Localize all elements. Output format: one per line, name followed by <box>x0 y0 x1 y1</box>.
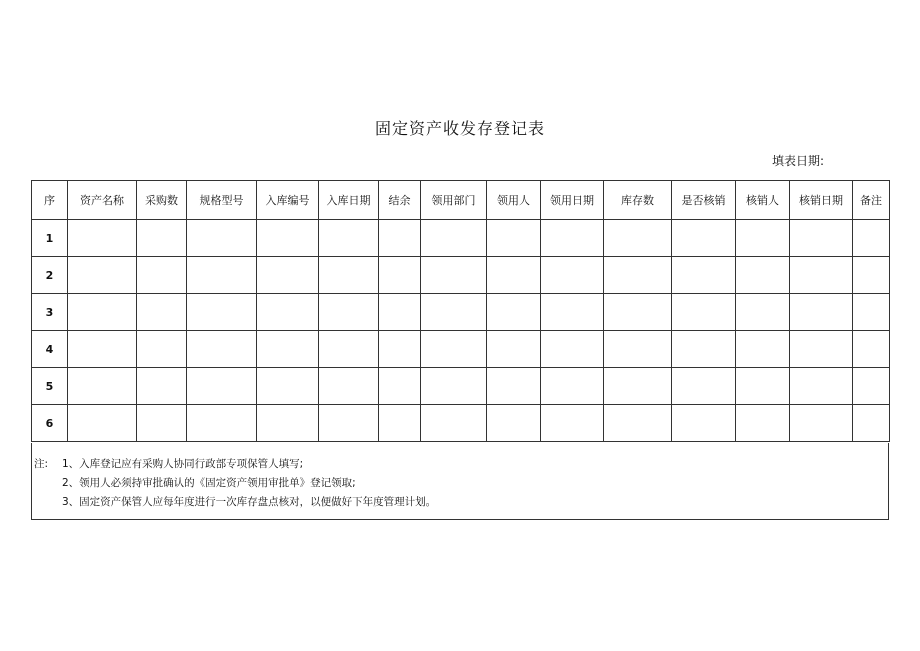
table-cell[interactable] <box>187 257 257 294</box>
table-row <box>32 331 890 368</box>
notes-prefix: 注: <box>34 458 49 470</box>
table-cell[interactable] <box>187 220 257 257</box>
table-cell[interactable] <box>853 220 890 257</box>
table-cell[interactable] <box>187 331 257 368</box>
table-cell[interactable] <box>137 257 187 294</box>
table-cell[interactable] <box>137 405 187 442</box>
table-row <box>32 405 890 442</box>
note-line <box>32 455 888 474</box>
table-cell[interactable] <box>257 257 319 294</box>
row-number: 1 <box>32 220 68 257</box>
table-cell[interactable] <box>790 331 853 368</box>
note-text: 2、领用人必须持审批确认的《固定资产领用审批单》登记领取; <box>62 477 356 489</box>
table-cell[interactable] <box>853 257 890 294</box>
header-cell: 采购数 <box>137 181 187 220</box>
table-cell[interactable] <box>541 368 604 405</box>
table-cell[interactable] <box>541 331 604 368</box>
table-cell[interactable] <box>790 220 853 257</box>
header-cell: 规格型号 <box>187 181 257 220</box>
table-cell[interactable] <box>487 368 541 405</box>
fill-date-label: 填表日期: <box>772 154 825 168</box>
table-cell[interactable] <box>68 368 137 405</box>
table-cell[interactable] <box>736 405 790 442</box>
table-cell[interactable] <box>68 257 137 294</box>
table-cell[interactable] <box>421 368 487 405</box>
table-cell[interactable] <box>187 405 257 442</box>
table-cell[interactable] <box>379 294 421 331</box>
table-cell[interactable] <box>853 331 890 368</box>
asset-register-table <box>31 180 890 442</box>
table-cell[interactable] <box>604 294 672 331</box>
table-cell[interactable] <box>604 368 672 405</box>
row-number: 3 <box>32 294 68 331</box>
table-cell[interactable] <box>487 405 541 442</box>
table-cell[interactable] <box>736 220 790 257</box>
table-cell[interactable] <box>541 405 604 442</box>
table-cell[interactable] <box>257 220 319 257</box>
table-cell[interactable] <box>736 294 790 331</box>
header-cell: 库存数 <box>604 181 672 220</box>
note-line <box>32 493 888 512</box>
table-cell[interactable] <box>319 257 379 294</box>
table-cell[interactable] <box>68 331 137 368</box>
table-cell[interactable] <box>736 368 790 405</box>
header-cell: 资产名称 <box>68 181 137 220</box>
table-cell[interactable] <box>604 220 672 257</box>
header-cell: 备注 <box>853 181 890 220</box>
table-cell[interactable] <box>257 405 319 442</box>
table-cell[interactable] <box>137 294 187 331</box>
header-cell: 是否核销 <box>672 181 736 220</box>
table-cell[interactable] <box>379 331 421 368</box>
table-cell[interactable] <box>487 257 541 294</box>
header-cell: 核销人 <box>736 181 790 220</box>
header-cell: 入库编号 <box>257 181 319 220</box>
table-cell[interactable] <box>790 257 853 294</box>
table-body <box>32 220 890 442</box>
header-cell: 领用部门 <box>421 181 487 220</box>
table-cell[interactable] <box>853 368 890 405</box>
table-cell[interactable] <box>137 368 187 405</box>
header-cell: 核销日期 <box>790 181 853 220</box>
table-row <box>32 294 890 331</box>
table-cell[interactable] <box>604 331 672 368</box>
table-cell[interactable] <box>68 405 137 442</box>
note-text: 1、入库登记应有采购人协同行政部专项保管人填写; <box>62 458 304 470</box>
row-number: 5 <box>32 368 68 405</box>
table-cell[interactable] <box>421 294 487 331</box>
table-row <box>32 368 890 405</box>
row-number: 4 <box>32 331 68 368</box>
row-number: 6 <box>32 405 68 442</box>
table-cell[interactable] <box>137 220 187 257</box>
header-cell: 领用人 <box>487 181 541 220</box>
table-cell[interactable] <box>672 331 736 368</box>
table-cell[interactable] <box>790 405 853 442</box>
table-cell[interactable] <box>421 331 487 368</box>
table-cell[interactable] <box>672 220 736 257</box>
table-cell[interactable] <box>672 257 736 294</box>
table-cell[interactable] <box>319 294 379 331</box>
table-cell[interactable] <box>421 257 487 294</box>
table-cell[interactable] <box>672 294 736 331</box>
note-text: 3、固定资产保管人应每年度进行一次库存盘点核对，以便做好下年度管理计划。 <box>62 496 437 508</box>
table-cell[interactable] <box>257 294 319 331</box>
table-cell[interactable] <box>736 257 790 294</box>
table-cell[interactable] <box>736 331 790 368</box>
table-cell[interactable] <box>853 294 890 331</box>
table-cell[interactable] <box>257 368 319 405</box>
notes-section <box>31 443 889 520</box>
table-cell[interactable] <box>187 368 257 405</box>
table-cell[interactable] <box>421 220 487 257</box>
table-cell[interactable] <box>379 220 421 257</box>
table-cell[interactable] <box>68 294 137 331</box>
table-cell[interactable] <box>257 331 319 368</box>
note-line <box>32 474 888 493</box>
table-row <box>32 220 890 257</box>
table-cell[interactable] <box>379 257 421 294</box>
header-cell: 领用日期 <box>541 181 604 220</box>
table-cell[interactable] <box>487 220 541 257</box>
table-cell[interactable] <box>541 294 604 331</box>
table-cell[interactable] <box>487 331 541 368</box>
table-cell[interactable] <box>379 405 421 442</box>
header-cell: 入库日期 <box>319 181 379 220</box>
table-cell[interactable] <box>487 294 541 331</box>
table-cell[interactable] <box>853 405 890 442</box>
header-row <box>32 181 890 220</box>
header-cell: 结余 <box>379 181 421 220</box>
row-number: 2 <box>32 257 68 294</box>
table-cell[interactable] <box>541 220 604 257</box>
table-cell[interactable] <box>319 220 379 257</box>
table-cell[interactable] <box>541 257 604 294</box>
table-cell[interactable] <box>319 405 379 442</box>
table-cell[interactable] <box>68 220 137 257</box>
table-cell[interactable] <box>672 368 736 405</box>
table-cell[interactable] <box>790 294 853 331</box>
table-cell[interactable] <box>187 294 257 331</box>
table-cell[interactable] <box>379 368 421 405</box>
table-cell[interactable] <box>319 368 379 405</box>
table-cell[interactable] <box>137 331 187 368</box>
table-cell[interactable] <box>319 331 379 368</box>
table-cell[interactable] <box>421 405 487 442</box>
header-cell: 序 <box>32 181 68 220</box>
table-cell[interactable] <box>604 405 672 442</box>
table-cell[interactable] <box>672 405 736 442</box>
table-cell[interactable] <box>604 257 672 294</box>
document-title: 固定资产收发存登记表 <box>374 119 545 138</box>
table-cell[interactable] <box>790 368 853 405</box>
table-row <box>32 257 890 294</box>
